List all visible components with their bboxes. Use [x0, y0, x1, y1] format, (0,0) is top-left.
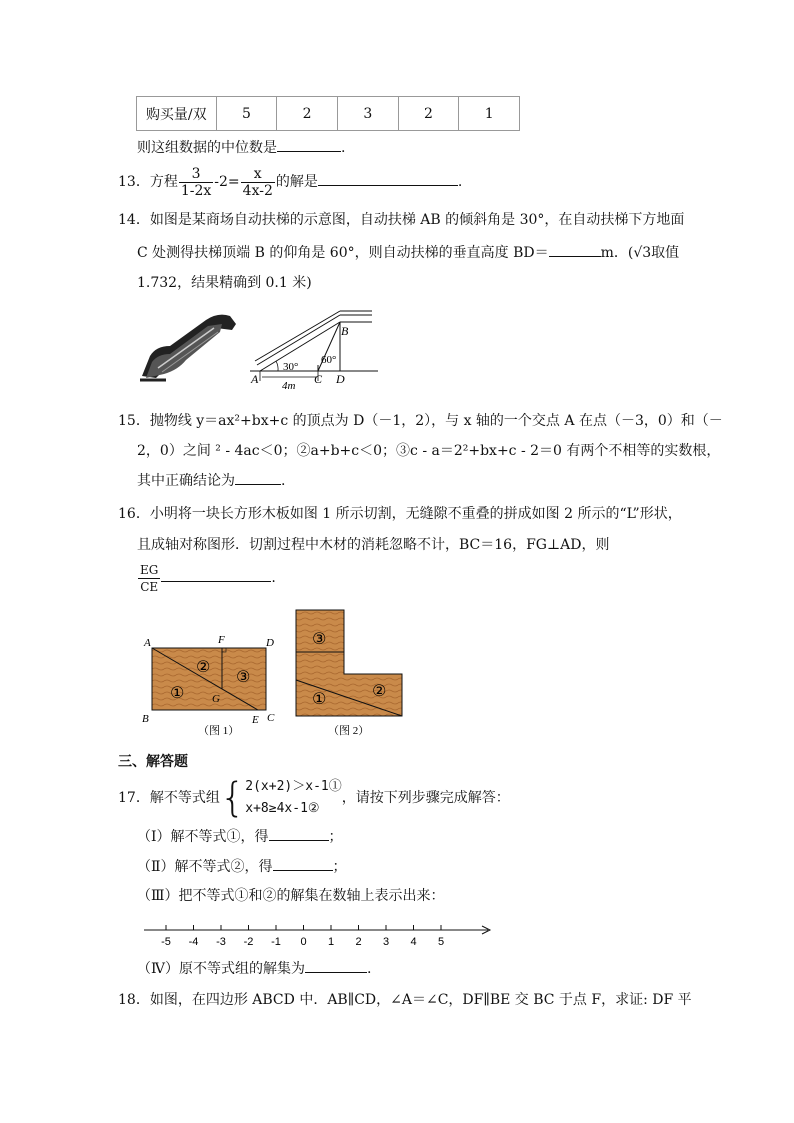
- section-heading: 三、解答题: [118, 754, 188, 770]
- table-row: [137, 97, 520, 131]
- table-cell: 1: [459, 97, 520, 131]
- q17-step-3: （Ⅲ）把不等式①和②的解集在数轴上表示出来：: [137, 888, 445, 904]
- figure-2-caption: （图 2）: [328, 725, 370, 737]
- question-16-line1: 16．小明将一块长方形木板如图 1 所示切割，无缝隙不重叠的拼成如图 2 所示的“L”形状，: [118, 506, 682, 522]
- question-14-line1: 14．如图是某商场自动扶梯的示意图，自动扶梯 AB 的倾斜角是 30°，在自动扶梯下方地面: [118, 212, 685, 228]
- figure-1: [140, 630, 290, 740]
- answer-blank: [235, 470, 281, 485]
- axis-tick-label: -3: [216, 936, 226, 948]
- label-a: A: [251, 372, 259, 386]
- answer-blank: [305, 958, 367, 973]
- answer-blank: [277, 137, 341, 152]
- angle-60-label: 60°: [321, 354, 337, 366]
- q17-step-1: （Ⅰ）解不等式①，得 ；: [137, 826, 343, 847]
- number-line: [138, 914, 498, 950]
- fraction: $\frac{x}{4x-2}$: [242, 165, 273, 199]
- axis-tick-label: -1: [271, 936, 281, 948]
- question-15-line1: 15．抛物线 y＝ax²+bx+c 的顶点为 D（－1，2），与 x 轴的一个交点 A 在点（－3，0）和（－: [118, 413, 723, 429]
- table-cell: 2: [398, 97, 459, 131]
- data-table: [136, 96, 520, 131]
- label-b: B: [341, 324, 349, 338]
- figure-2: [290, 604, 410, 740]
- question-17: 17．解不等式组{ 2(x+2)＞x-1① x+8≥4x-1② ，请按下列步骤完成解答：: [118, 775, 510, 821]
- axis-tick-label: 2: [355, 936, 362, 948]
- label-d: D: [266, 637, 274, 649]
- escalator-diagram: [248, 305, 384, 395]
- answer-blank: [318, 171, 458, 186]
- question-15-line3: 其中正确结论为 .: [137, 470, 285, 491]
- q12-tail: 则这组数据的中位数是 .: [137, 137, 345, 158]
- axis-tick-label: -2: [243, 936, 254, 948]
- piece-3-label: ③: [312, 629, 327, 648]
- system-brace: {: [219, 775, 246, 821]
- fraction: $\frac{3}{1-2x}$: [180, 165, 212, 199]
- axis-tick-label: 5: [437, 936, 445, 948]
- label-f: F: [218, 634, 225, 646]
- label-b: B: [142, 713, 149, 725]
- axis-tick-label: 0: [300, 936, 307, 948]
- question-14-line3: 1.732，结果精确到 0.1 米): [137, 275, 312, 291]
- axis-tick-label: -5: [161, 936, 171, 948]
- label-a: A: [144, 637, 151, 649]
- inequality-system: 2(x+2)＞x-1① x+8≥4x-1②: [245, 779, 342, 816]
- question-16-line2: 且成轴对称图形．切割过程中木材的消耗忽略不计，BC＝16，FG⊥AD，则: [137, 537, 610, 553]
- question-15-line2: 2，0）之间 ² - 4ac＜0；②a+b+c＜0；③c - a＝2²+bx+c - 2＝0 有两个不相等的实数根，: [137, 443, 721, 459]
- piece-2-label: ②: [196, 657, 211, 676]
- label-c: C: [267, 712, 275, 724]
- answer-blank: [161, 567, 271, 582]
- label-c: C: [314, 372, 323, 386]
- q17-step-4: （Ⅳ）原不等式组的解集为 .: [137, 958, 371, 979]
- question-16-line3: $\frac{EG}{CE}$ .: [140, 562, 276, 594]
- answer-blank: [549, 242, 601, 257]
- axis-tick-label: -4: [188, 936, 199, 948]
- fraction: $\frac{EG}{CE}$: [140, 562, 159, 594]
- answer-blank: [269, 826, 329, 841]
- axis-ticks: [161, 925, 444, 948]
- answer-blank: [273, 856, 333, 871]
- piece-1-label: ①: [312, 689, 327, 708]
- escalator-photo: [136, 306, 240, 384]
- length-label: 4m: [282, 380, 296, 392]
- label-g: G: [212, 693, 220, 705]
- table-cell: 5: [216, 97, 277, 131]
- q17-step-2: （Ⅱ）解不等式②，得 ；: [137, 856, 347, 877]
- axis-tick-label: 3: [382, 936, 390, 948]
- angle-30-label: 30°: [283, 361, 299, 373]
- label-d: D: [336, 372, 345, 386]
- question-14-line2: C 处测得扶梯顶端 B 的仰角是 60°，则自动扶梯的垂直高度 BD＝ m．(√3取值: [137, 242, 679, 263]
- piece-3-label: ③: [236, 667, 251, 686]
- table-cell: 2: [277, 97, 338, 131]
- axis-tick-label: 4: [410, 936, 417, 948]
- table-cell: 3: [337, 97, 398, 131]
- axis-tick-label: 1: [327, 936, 335, 948]
- piece-1-label: ①: [170, 683, 185, 702]
- question-13: 13．方程 $\frac{3}{1-2x}$ -2= $\frac{x}{4x-2}$ 的解是 .: [118, 165, 463, 199]
- figure-1-caption: （图 1）: [198, 725, 240, 737]
- question-18: 18．如图，在四边形 ABCD 中．AB∥CD，∠A＝∠C，DF∥BE 交 BC 于点 F，求证: DF 平: [118, 992, 692, 1008]
- piece-2-label: ②: [372, 681, 387, 700]
- table-header-cell: 购买量/双: [137, 97, 217, 131]
- label-e: E: [252, 714, 259, 726]
